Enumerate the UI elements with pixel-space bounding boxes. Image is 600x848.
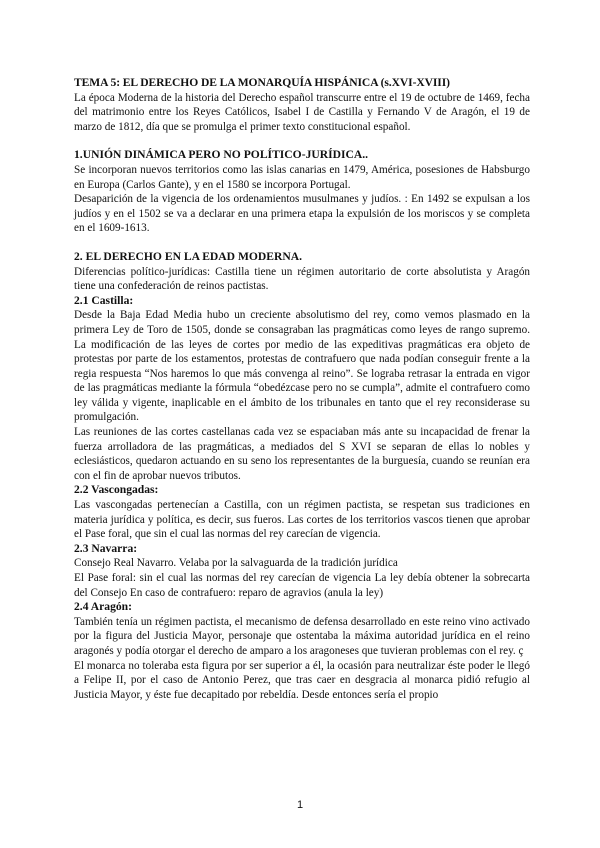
castilla-paragraph-2: Las reuniones de las cortes castellanas cada vez se espaciaban más ante su incapacidad de frenar la fuerza arrolladora de las pragmáticas, a mediados del S XVI se separan de ellas lo nobles y eclesiásticos, quedaron actuando en su seno los representantes de la burguesía, cuando se reunían era con el fin de aprobar nuevos tributos. (74, 426, 530, 482)
document-page (74, 76, 530, 702)
intro-paragraph: La época Moderna de la historia del Derecho español transcurre entre el 19 de octubre de 1469, fecha del matrimonio entre los Reyes Católicos, Isabel I de Castilla y Fernando V de Aragón, el 19 de marzo de 1812, día que se promulga el primer texto constitucional español. (74, 91, 530, 133)
vascongadas-paragraph: Las vascongadas pertenecían a Castilla, con un régimen pactista, se respetan sus tradiciones en materia jurídica y política, es decir, sus fueros. Las cortes de los territorios vascos tienen que aprobar el Pase foral, que sin el cual las normas del rey carecían de vigencia. (74, 499, 530, 541)
section-2-intro: Diferencias político-jurídicas: Castilla tiene un régimen autoritario de corte absolutista y Aragón tiene una confederación de reinos pactistas. (74, 265, 530, 293)
vascongadas-heading: 2.2 Vascongadas: (74, 483, 159, 497)
aragon-paragraph-1: También tenía un régimen pactista, el mecanismo de defensa desarrollado en este reino vino activado por la figura del Justicia Mayor, personaje que ostentaba la máxima autoridad jurídica en el reino aragonés y podía otorgar el derecho de amparo a los aragoneses que tuvieran problemas con el rey. ç (74, 615, 530, 657)
section-1-heading: 1.UNIÓN DINÁMICA PERO NO POLÍTICO-JURÍDICA.. (74, 148, 369, 162)
aragon-heading: 2.4 Aragón: (74, 600, 132, 614)
aragon-paragraph-2: El monarca no toleraba esta figura por ser superior a él, la ocasión para neutralizar éste poder le llegó a Felipe II, por el caso de Antonio Perez, que tras caer en desgracia al monarca pidió refugio al Justicia Mayor, y éste fue decapitado por rebeldía. Desde entonces sería el propio (74, 659, 530, 701)
document-title: TEMA 5: EL DERECHO DE LA MONARQUÍA HISPÁNICA (s.XVI-XVIII) (74, 76, 450, 89)
navarra-paragraph-1: Consejo Real Navarro. Velaba por la salvaguarda de la tradición jurídica (74, 557, 398, 570)
navarra-paragraph-2: El Pase foral: sin el cual las normas del rey carecían de vigencia La ley debía obtener la sobrecarta del Consejo En caso de contrafuero: reparo de agravios (anula la ley) (74, 572, 530, 599)
castilla-paragraph-1: Desde la Baja Edad Media hubo un creciente absolutismo del rey, como vemos plasmado en la primera Ley de Toro de 1505, donde se consagraban las pragmáticas como leyes de rango supremo. La modificación de las leyes de cortes por medio de las expeditivas pragmáticas era objeto de protestas por parte de los estamentos, protestas de contrafuero que nada podían conseguir frente a la regia respuesta “Nos haremos lo que más convenga al reino”. Se lograba retrasar la entrada en vigor de las pragmáticas mediante la fórmula “obedézcase pero no se cumpla”, admite el contrafuero como ley válida y vigente, inaplicable en el ámbito de los tribunales en tanto que el rey reconsiderase su promulgación. (74, 309, 530, 424)
section-1-paragraph-1: Se incorporan nuevos territorios como las islas canarias en 1479, América, posesiones de Habsburgo en Europa (Carlos Gante), y en el 1580 se incorpora Portugal. (74, 163, 530, 191)
navarra-heading: 2.3 Navarra: (74, 541, 138, 555)
section-2-heading: 2. EL DERECHO EN LA EDAD MODERNA. (74, 249, 303, 263)
section-1-paragraph-2: Desaparición de la vigencia de los ordenamientos musulmanes y judíos. : En 1492 se expulsan a los judíos y en el 1502 se va a declarar en una primera etapa la expulsión de los moriscos y se completa en el 1609-1613. (74, 193, 530, 235)
castilla-heading: 2.1 Castilla: (74, 293, 134, 307)
page-number: 1 (296, 799, 304, 811)
